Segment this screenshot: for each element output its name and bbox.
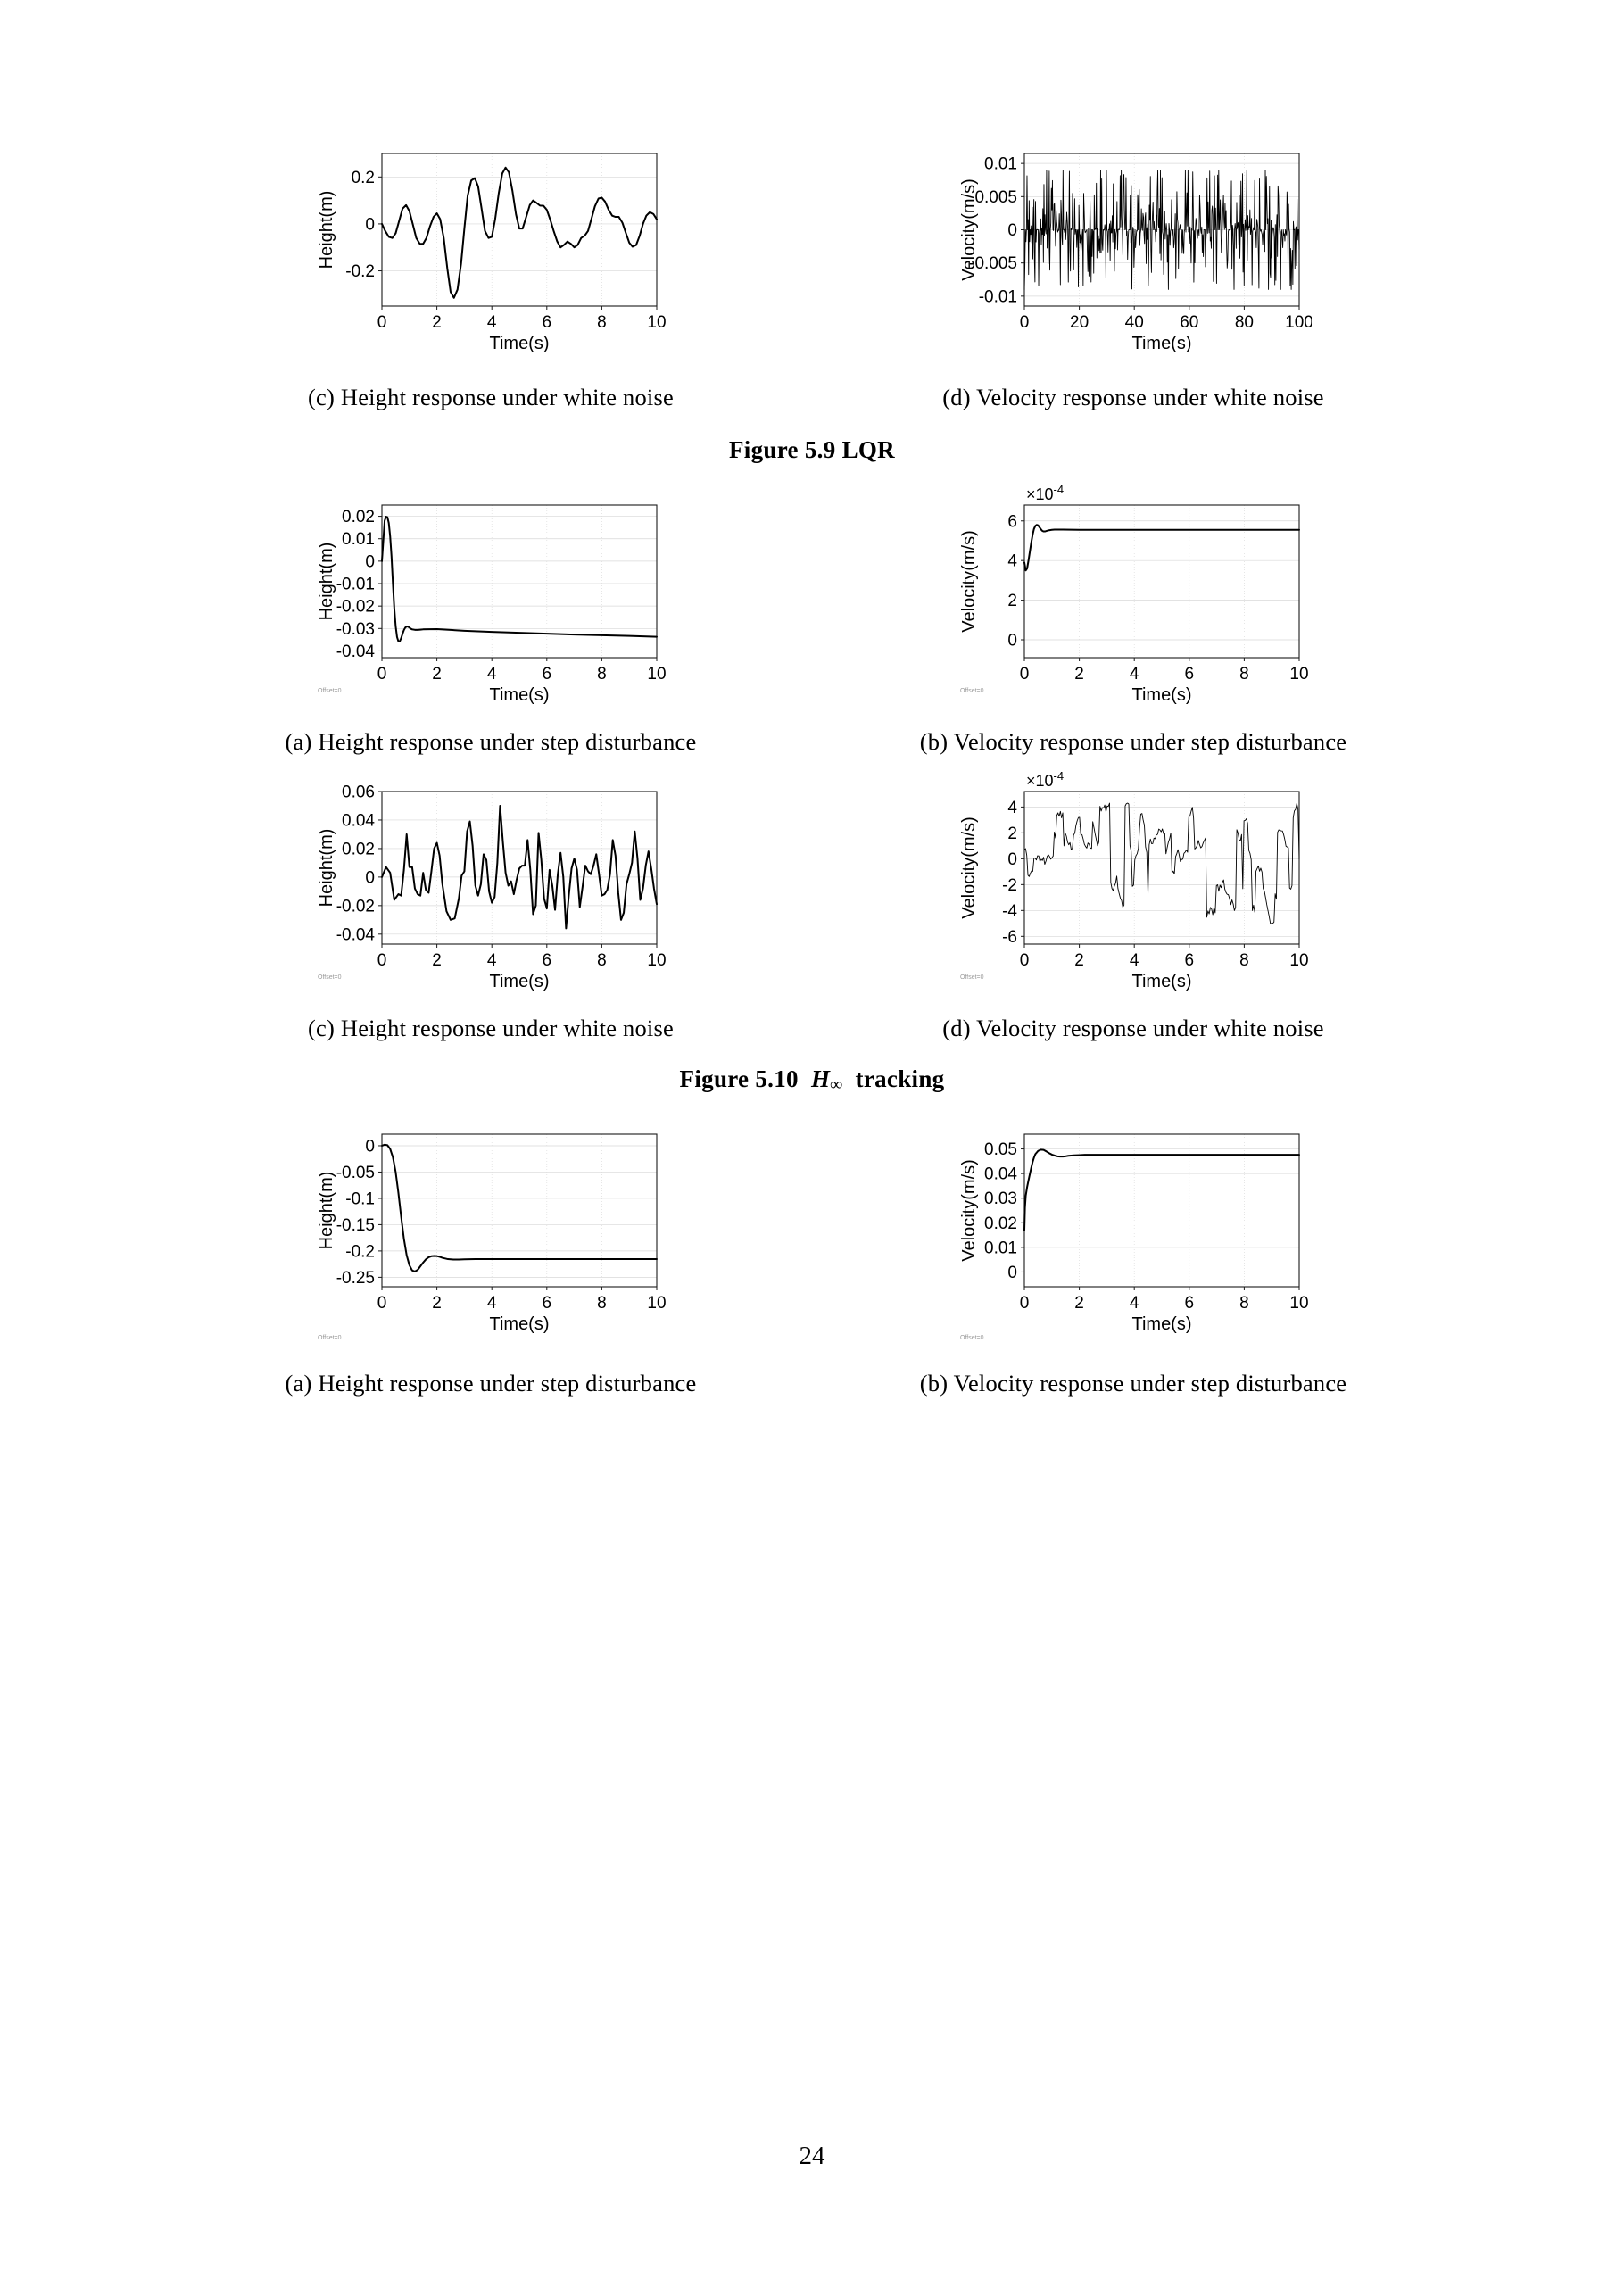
page-content — [170, 134, 1454, 1397]
plot-final-velocity-step — [955, 1115, 1312, 1347]
caption-hinf-b: (b) Velocity response under step disturbance — [919, 728, 1347, 755]
ytick-label: 0.02 — [342, 508, 375, 527]
xtick-label: 0 — [377, 313, 387, 332]
xtick-label: 0 — [377, 951, 387, 970]
figure-cell-hinf-velocity-white-noise — [812, 772, 1454, 1004]
ytick-label: 0.04 — [342, 811, 375, 831]
chart-canvas-hinf-height-step — [312, 485, 669, 717]
xtick-label: 8 — [1239, 1294, 1249, 1314]
h-infinity-letter: H — [810, 1065, 831, 1092]
offset-tag-final-height-step: Offset=0 — [318, 1335, 342, 1342]
offset-tag-hinf-velocity-white-noise: Offset=0 — [960, 974, 984, 981]
ytick-label: -0.005 — [969, 254, 1017, 274]
ytick-label: -0.01 — [336, 575, 375, 594]
ytick-label: 0.005 — [974, 187, 1017, 207]
ytick-label: -0.04 — [336, 642, 375, 661]
xtick-label: 6 — [542, 313, 552, 332]
ytick-label: 4 — [1007, 551, 1017, 571]
figure-cell-hinf-velocity-step — [812, 485, 1454, 717]
ytick-label: -0.03 — [336, 619, 375, 639]
ytick-label: 0.01 — [984, 154, 1017, 174]
caption-hinf-c: (c) Height response under white noise — [308, 1015, 674, 1041]
axis-exponent: $\times 10^{-4}$ — [1026, 772, 1065, 790]
figure-5-10-title — [170, 1065, 1454, 1095]
ytick-label: 0 — [1007, 221, 1017, 240]
ytick-label: 0.05 — [984, 1140, 1017, 1160]
chart-canvas-lqr-velocity-white-noise — [955, 134, 1312, 366]
ytick-label: -4 — [1002, 901, 1017, 921]
ytick-label: 0 — [1007, 1264, 1017, 1283]
ytick-label: -0.15 — [336, 1216, 375, 1236]
chart-canvas-lqr-height-white-noise — [312, 134, 669, 366]
y-axis-label: Velocity(m/s) — [959, 816, 979, 919]
chart-svg-hinf-velocity-step — [955, 485, 1312, 713]
xtick-label: 6 — [542, 951, 552, 970]
ytick-label: -0.2 — [345, 262, 375, 282]
xtick-label: 0 — [1019, 951, 1030, 970]
figure-cell-lqr-velocity-white-noise — [812, 134, 1454, 366]
xtick-label: 8 — [597, 665, 607, 684]
xtick-label: 4 — [486, 1294, 497, 1314]
xtick-label: 0 — [377, 665, 387, 684]
plot-background — [1024, 792, 1299, 944]
x-axis-label: Time(s) — [489, 334, 550, 353]
xtick-label: 6 — [1184, 1294, 1195, 1314]
chart-canvas-final-height-step — [312, 1115, 669, 1347]
figure-cell-final-velocity-step — [812, 1115, 1454, 1347]
offset-tag-hinf-velocity-step: Offset=0 — [960, 688, 984, 694]
xtick-label: 2 — [1074, 665, 1084, 684]
xtick-label: 4 — [486, 313, 497, 332]
ytick-label: 0.06 — [342, 783, 375, 802]
figure-5-9-caption-row — [170, 384, 1454, 411]
page-number: 24 — [799, 2142, 825, 2170]
plot-background — [1024, 505, 1299, 658]
chart-svg-hinf-height-step — [312, 485, 669, 713]
figure-5-9-title-suffix: LQR — [841, 436, 895, 463]
y-axis-label: Height(m) — [317, 828, 336, 908]
chart-svg-hinf-velocity-white-noise — [955, 772, 1312, 999]
caption-lqr-d: (d) Velocity response under white noise — [942, 384, 1324, 410]
figure-cell-lqr-height-white-noise — [170, 134, 812, 366]
xtick-label: 10 — [1289, 665, 1309, 684]
ytick-label: -0.02 — [336, 597, 375, 617]
ytick-label: 0 — [1007, 631, 1017, 651]
ytick-label: 0 — [365, 1137, 375, 1156]
caption-hinf-a: (a) Height response under step disturbance — [285, 728, 697, 755]
ytick-label: 2 — [1007, 824, 1017, 843]
figure-5-10-title-suffix: tracking — [855, 1065, 945, 1092]
ytick-label: -0.05 — [336, 1164, 375, 1183]
caption-hinf-d: (d) Velocity response under white noise — [942, 1015, 1324, 1041]
x-axis-label: Time(s) — [489, 972, 550, 991]
caption-lqr-c: (c) Height response under white noise — [308, 384, 674, 410]
x-axis-label: Time(s) — [489, 1314, 550, 1335]
xtick-label: 2 — [432, 313, 442, 332]
xtick-label: 8 — [1239, 951, 1249, 970]
ytick-label: 0 — [365, 552, 375, 572]
xtick-label: 6 — [542, 665, 552, 684]
figure-cell-hinf-height-step — [170, 485, 812, 717]
caption-final-a: (a) Height response under step disturbance — [285, 1370, 697, 1397]
h-infinity-symbol — [810, 1065, 843, 1095]
ytick-label: -6 — [1002, 927, 1017, 947]
ytick-label: 4 — [1007, 798, 1017, 817]
xtick-label: 2 — [1074, 1294, 1084, 1314]
caption-final-b: (b) Velocity response under step disturbance — [919, 1370, 1347, 1397]
xtick-label: 60 — [1180, 313, 1199, 332]
x-axis-label: Time(s) — [1131, 1314, 1192, 1335]
figure-5-10-caption-row-2 — [170, 1015, 1454, 1042]
x-axis-label: Time(s) — [1131, 334, 1192, 353]
offset-tag-final-velocity-step: Offset=0 — [960, 1335, 984, 1342]
x-axis-label: Time(s) — [1131, 685, 1192, 705]
axis-exponent: $\times 10^{-4}$ — [1026, 485, 1065, 503]
ytick-label: -0.02 — [336, 897, 375, 916]
h-infinity-subscript: ∞ — [830, 1075, 843, 1095]
ytick-label: -0.2 — [345, 1242, 375, 1262]
ytick-label: -0.01 — [978, 287, 1017, 307]
xtick-label: 4 — [1129, 665, 1139, 684]
ytick-label: 0.03 — [984, 1189, 1017, 1209]
plot-lqr-height-white-noise — [312, 134, 669, 366]
ytick-label: 0.01 — [984, 1239, 1017, 1258]
xtick-label: 10 — [1289, 1294, 1309, 1314]
xtick-label: 80 — [1234, 313, 1254, 332]
ytick-label: 0 — [1007, 850, 1017, 869]
ytick-label: -0.1 — [345, 1189, 375, 1209]
plot-hinf-velocity-step — [955, 485, 1312, 717]
figure-5-10-plot-row-1 — [170, 485, 1454, 717]
xtick-label: 10 — [647, 1294, 667, 1314]
chart-canvas-final-velocity-step — [955, 1115, 1312, 1347]
chart-svg-final-velocity-step — [955, 1115, 1312, 1342]
xtick-label: 2 — [432, 951, 442, 970]
plot-hinf-height-white-noise — [312, 772, 669, 1004]
chart-svg-hinf-height-white-noise — [312, 772, 669, 999]
xtick-label: 2 — [432, 665, 442, 684]
xtick-label: 100 — [1285, 313, 1312, 332]
ytick-label: 0.2 — [351, 168, 375, 187]
ytick-label: 2 — [1007, 592, 1017, 611]
y-axis-label: Height(m) — [317, 190, 336, 269]
ytick-label: 0.01 — [342, 530, 375, 550]
ytick-label: -0.04 — [336, 925, 375, 945]
ytick-label: 0.02 — [342, 840, 375, 859]
xtick-label: 10 — [647, 951, 667, 970]
xtick-label: 0 — [1019, 1294, 1030, 1314]
figure-cell-final-height-step — [170, 1115, 812, 1347]
chart-canvas-hinf-height-white-noise — [312, 772, 669, 1004]
ytick-label: -2 — [1002, 875, 1017, 895]
xtick-label: 8 — [1239, 665, 1249, 684]
chart-canvas-hinf-velocity-step — [955, 485, 1312, 717]
chart-svg-final-height-step — [312, 1115, 669, 1342]
chart-canvas-hinf-velocity-white-noise — [955, 772, 1312, 1004]
plot-lqr-velocity-white-noise — [955, 134, 1312, 366]
y-axis-label: Velocity(m/s) — [959, 178, 979, 281]
ytick-label: 6 — [1007, 512, 1017, 532]
y-axis-label: Velocity(m/s) — [959, 1159, 979, 1263]
xtick-label: 20 — [1070, 313, 1090, 332]
x-axis-label: Time(s) — [489, 685, 550, 705]
xtick-label: 10 — [647, 665, 667, 684]
xtick-label: 10 — [647, 313, 667, 332]
figure-5-10-caption-row-1 — [170, 728, 1454, 756]
ytick-label: -0.25 — [336, 1269, 375, 1289]
xtick-label: 4 — [486, 665, 497, 684]
xtick-label: 8 — [597, 313, 607, 332]
xtick-label: 2 — [432, 1294, 442, 1314]
figure-5-9-title — [170, 436, 1454, 464]
ytick-label: 0.04 — [984, 1165, 1017, 1185]
xtick-label: 8 — [597, 1294, 607, 1314]
x-axis-label: Time(s) — [1131, 972, 1192, 991]
xtick-label: 4 — [1129, 1294, 1139, 1314]
xtick-label: 6 — [542, 1294, 552, 1314]
plot-final-height-step — [312, 1115, 669, 1347]
ytick-label: 0.02 — [984, 1214, 1017, 1234]
y-axis-label: Height(m) — [317, 1172, 336, 1250]
ytick-label: 0 — [365, 215, 375, 235]
xtick-label: 2 — [1074, 951, 1084, 970]
figure-cell-hinf-height-white-noise — [170, 772, 812, 1004]
plot-background — [382, 153, 657, 306]
figure-5-10-title-prefix: Figure 5.10 — [679, 1065, 799, 1092]
y-axis-label: Velocity(m/s) — [959, 530, 979, 633]
xtick-label: 40 — [1124, 313, 1144, 332]
ytick-label: 0 — [365, 868, 375, 888]
chart-svg-lqr-height-white-noise — [312, 134, 669, 361]
plot-hinf-velocity-white-noise — [955, 772, 1312, 1004]
xtick-label: 10 — [1289, 951, 1309, 970]
chart-svg-lqr-velocity-white-noise — [955, 134, 1312, 361]
xtick-label: 4 — [1129, 951, 1139, 970]
xtick-label: 0 — [377, 1294, 387, 1314]
figure-5-9-plot-row — [170, 134, 1454, 366]
figure-5-11-plot-row — [170, 1115, 1454, 1347]
y-axis-label: Height(m) — [317, 542, 336, 621]
xtick-label: 0 — [1019, 665, 1030, 684]
offset-tag-hinf-height-step: Offset=0 — [318, 688, 342, 694]
plot-hinf-height-step — [312, 485, 669, 717]
figure-5-9-title-prefix: Figure 5.9 — [729, 436, 836, 463]
figure-5-11-caption-row — [170, 1370, 1454, 1397]
offset-tag-hinf-height-white-noise: Offset=0 — [318, 974, 342, 981]
xtick-label: 6 — [1184, 951, 1195, 970]
xtick-label: 4 — [486, 951, 497, 970]
xtick-label: 0 — [1019, 313, 1030, 332]
figure-5-10-plot-row-2 — [170, 772, 1454, 1004]
xtick-label: 6 — [1184, 665, 1195, 684]
xtick-label: 8 — [597, 951, 607, 970]
